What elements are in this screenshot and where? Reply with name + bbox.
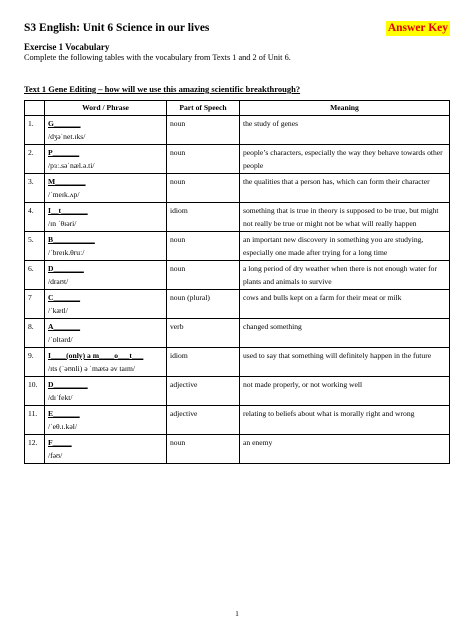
row-number: 9. xyxy=(25,348,45,377)
word-cell xyxy=(45,145,167,174)
word-blank: P_______ xyxy=(48,148,80,157)
table-row xyxy=(25,203,450,232)
word-cell xyxy=(45,232,167,261)
word-cell xyxy=(45,290,167,319)
meaning: changed something xyxy=(240,319,450,348)
meaning: a long period of dry weather when there is not enough water for plants and animals to survive xyxy=(240,261,450,290)
pronunciation: /ˈmeɪk.ʌp/ xyxy=(48,190,80,199)
meaning: cows and bulls kept on a farm for their meat or milk xyxy=(240,290,450,319)
table-row xyxy=(25,290,450,319)
meaning: used to say that something will definitely happen in the future xyxy=(240,348,450,377)
table-row xyxy=(25,435,450,464)
word-cell xyxy=(45,116,167,145)
meaning: the qualities that a person has, which can form their character xyxy=(240,174,450,203)
part-of-speech: noun xyxy=(167,145,240,174)
part-of-speech: idiom xyxy=(167,203,240,232)
header-number xyxy=(25,101,45,116)
row-number: 6. xyxy=(25,261,45,290)
row-number: 12. xyxy=(25,435,45,464)
pronunciation: /dʒəˈnet.ɪks/ xyxy=(48,132,86,141)
meaning: relating to beliefs about what is morally right and wrong xyxy=(240,406,450,435)
page-header xyxy=(24,22,450,38)
exercise-title: Exercise 1 Vocabulary xyxy=(24,42,110,52)
word-blank: C_______ xyxy=(48,293,81,302)
row-number: 1. xyxy=(25,116,45,145)
word-cell xyxy=(45,174,167,203)
table-row xyxy=(25,319,450,348)
pronunciation: /ˈɒltərd/ xyxy=(48,335,73,344)
part-of-speech: adjective xyxy=(167,406,240,435)
word-blank: A_______ xyxy=(48,322,81,331)
word-blank: G_______ xyxy=(48,119,81,128)
table-row xyxy=(25,116,450,145)
table-row xyxy=(25,232,450,261)
meaning: an enemy xyxy=(240,435,450,464)
row-number: 5. xyxy=(25,232,45,261)
pronunciation: /ɪts (ˈəʊnli) ə ˈmætə əv taɪm/ xyxy=(48,364,136,373)
answer-key-badge: Answer Key xyxy=(387,22,448,34)
word-cell xyxy=(45,203,167,232)
vocabulary-table xyxy=(24,100,450,464)
meaning: an important new discovery in something you are studying, especially one made after trying for a long time xyxy=(240,232,450,261)
header-part-of-speech: Part of Speech xyxy=(167,101,240,116)
word-cell xyxy=(45,261,167,290)
pronunciation: /ˈbreɪk.θruː/ xyxy=(48,248,85,257)
pronunciation: /dɪˈfekt/ xyxy=(48,393,73,402)
header-word: Word / Phrase xyxy=(45,101,167,116)
part-of-speech: verb xyxy=(167,319,240,348)
word-cell xyxy=(45,406,167,435)
row-number: 11. xyxy=(25,406,45,435)
word-blank: M________ xyxy=(48,177,86,186)
pronunciation: /draʊt/ xyxy=(48,277,69,286)
part-of-speech: noun xyxy=(167,261,240,290)
pronunciation: /ˈkætl/ xyxy=(48,306,68,315)
part-of-speech: noun xyxy=(167,232,240,261)
pronunciation: /fəʊ/ xyxy=(48,451,63,460)
meaning: something that is true in theory is supposed to be true, but might not really be true or might not be what will really happen xyxy=(240,203,450,232)
word-cell xyxy=(45,377,167,406)
word-cell xyxy=(45,348,167,377)
word-blank: E_______ xyxy=(48,409,80,418)
word-cell xyxy=(45,319,167,348)
row-number: 10. xyxy=(25,377,45,406)
table-row xyxy=(25,145,450,174)
part-of-speech: noun xyxy=(167,435,240,464)
table-body xyxy=(25,116,450,464)
text-heading: Text 1 Gene Editing – how will we use this amazing scientific breakthrough? xyxy=(24,84,301,94)
pronunciation: /pɜː.səˈnæl.ə.ti/ xyxy=(48,161,95,170)
meaning: people’s characters, especially the way they behave towards other people xyxy=(240,145,450,174)
part-of-speech: noun xyxy=(167,174,240,203)
row-number: 2. xyxy=(25,145,45,174)
row-number: 3. xyxy=(25,174,45,203)
row-number: 7 xyxy=(25,290,45,319)
meaning: the study of genes xyxy=(240,116,450,145)
word-blank: B___________ xyxy=(48,235,95,244)
table-row xyxy=(25,174,450,203)
page-number: 1 xyxy=(235,609,239,618)
table-row xyxy=(25,348,450,377)
row-number: 4. xyxy=(25,203,45,232)
page-title: S3 English: Unit 6 Science in our lives xyxy=(24,22,210,34)
word-blank: I____(only) a m____o___t___ xyxy=(48,351,144,360)
table-row xyxy=(25,261,450,290)
word-blank: D________ xyxy=(48,264,84,273)
pronunciation: /ɪn ˈθɪəri/ xyxy=(48,219,77,228)
meaning: not made properly, or not working well xyxy=(240,377,450,406)
word-blank: D_________ xyxy=(48,380,88,389)
part-of-speech: idiom xyxy=(167,348,240,377)
word-blank: I__t_______ xyxy=(48,206,88,215)
header-meaning: Meaning xyxy=(240,101,450,116)
table-header-row xyxy=(25,101,450,116)
exercise-instructions: Complete the following tables with the vocabulary from Texts 1 and 2 of Unit 6. xyxy=(24,53,291,62)
pronunciation: /ˈeθ.ɪ.kəl/ xyxy=(48,422,77,431)
part-of-speech: adjective xyxy=(167,377,240,406)
table-row xyxy=(25,377,450,406)
part-of-speech: noun xyxy=(167,116,240,145)
word-blank: F_____ xyxy=(48,438,72,447)
word-cell xyxy=(45,435,167,464)
part-of-speech: noun (plural) xyxy=(167,290,240,319)
table-row xyxy=(25,406,450,435)
row-number: 8. xyxy=(25,319,45,348)
